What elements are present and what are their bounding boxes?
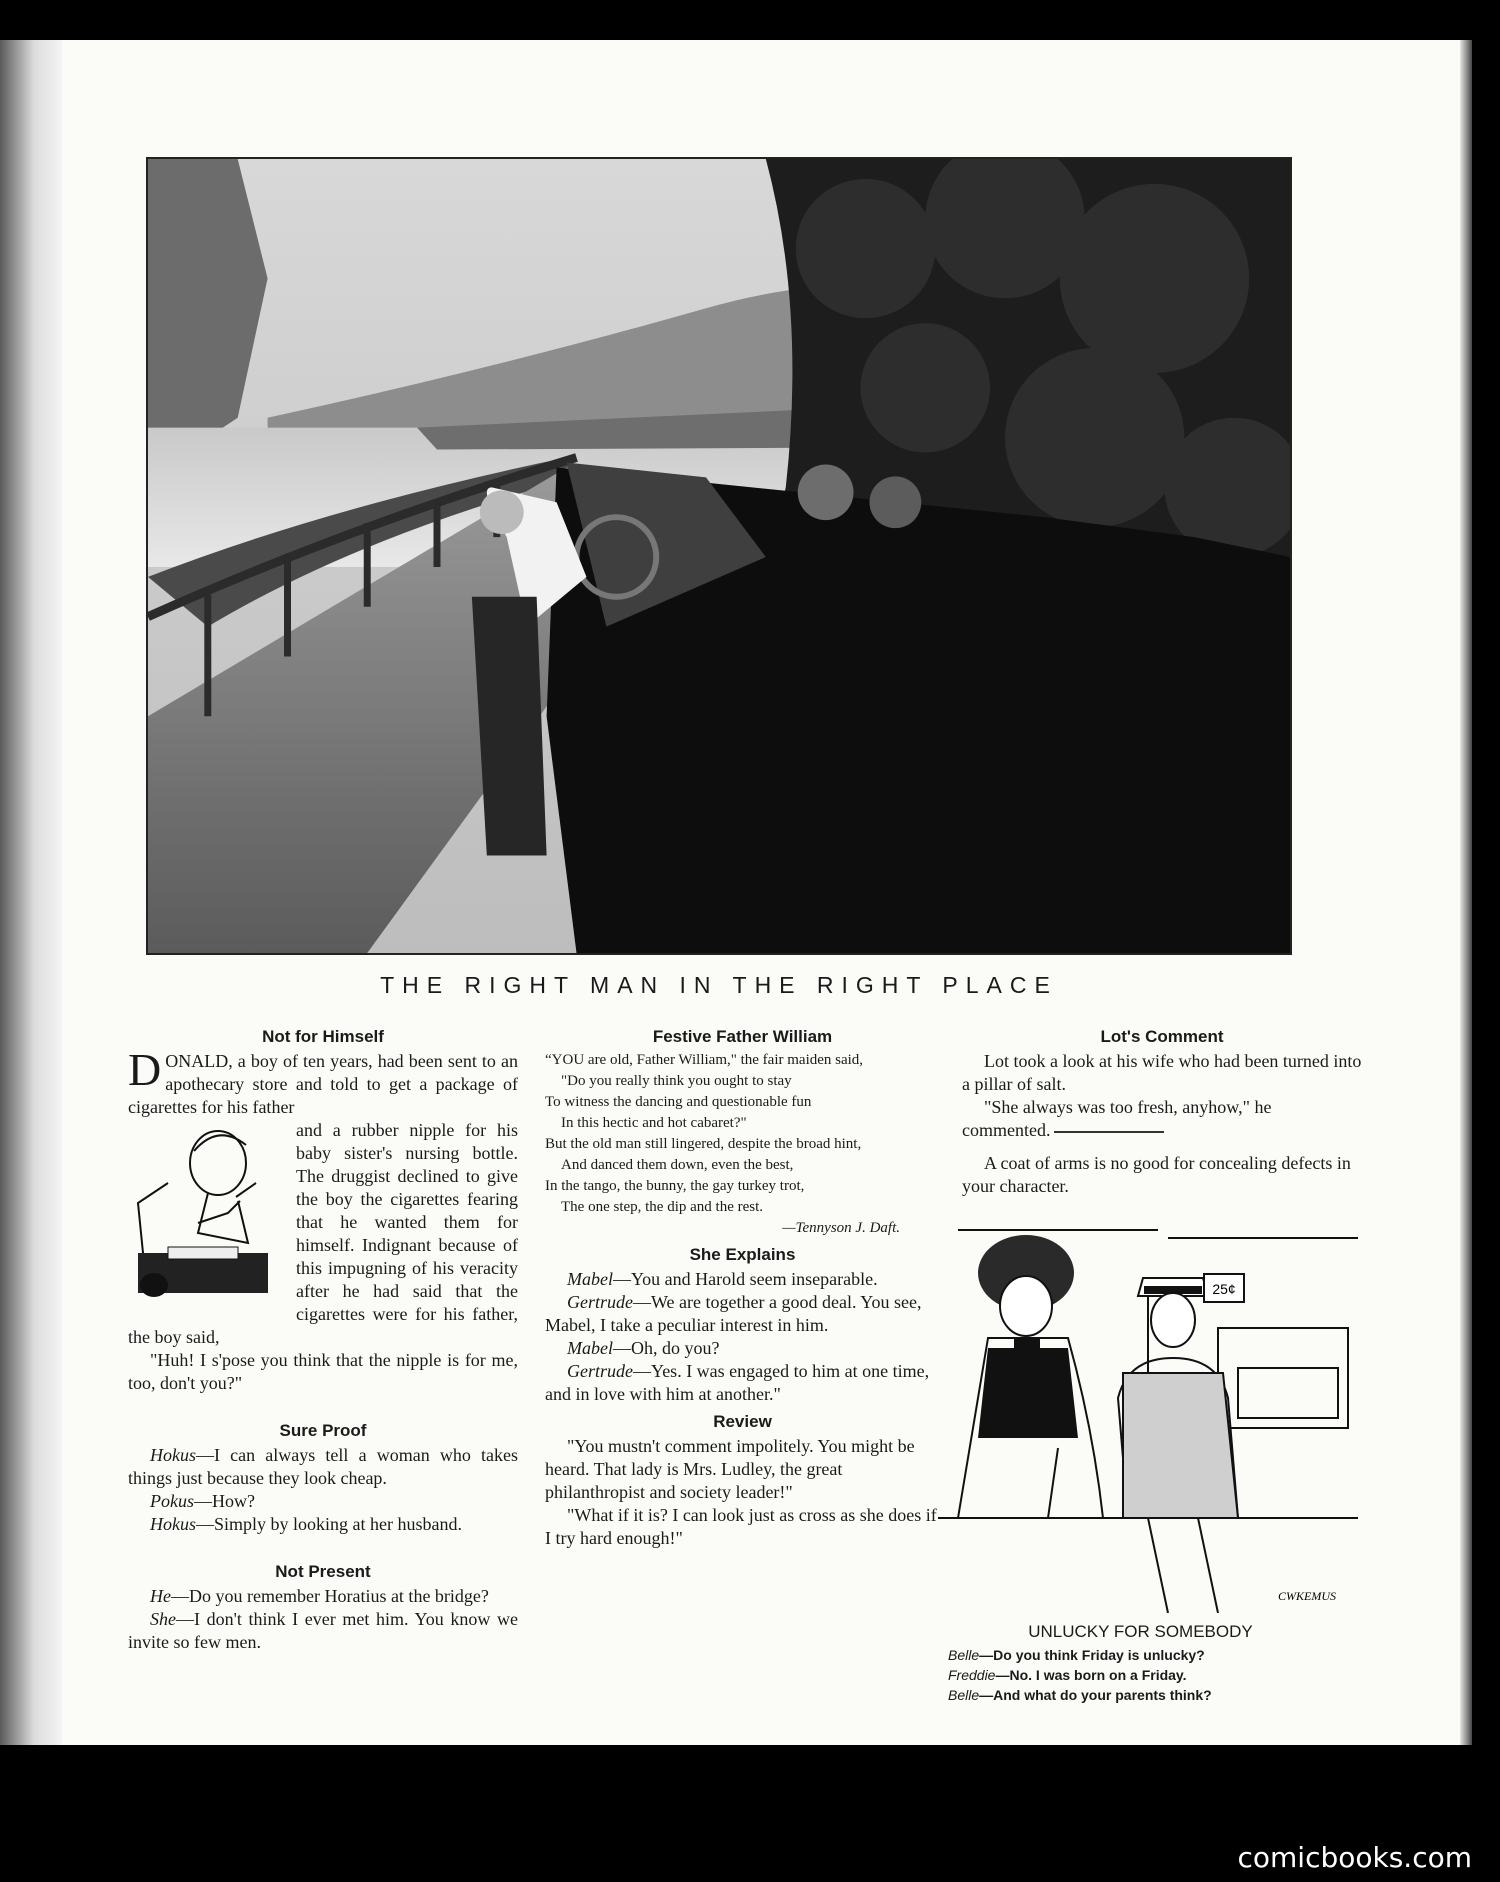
boy-sketch-illustration — [128, 1123, 286, 1305]
speaker: Hokus — [150, 1445, 196, 1465]
drop-cap: D — [128, 1044, 162, 1095]
cartoon-title: UNLUCKY FOR SOMEBODY — [1028, 1622, 1253, 1641]
section-divider — [1054, 1131, 1164, 1133]
dialogue-line — [948, 1645, 1358, 1665]
heading-not-present: Not Present — [275, 1562, 371, 1581]
dialogue-line — [128, 1513, 518, 1536]
speaker: Pokus — [150, 1491, 194, 1511]
review-paragraph: "You mustn't comment impolitely. You might be heard. That lady is Mrs. Ludley, the great philanthropist and society leader!" — [545, 1436, 915, 1502]
dialogue-line — [545, 1291, 940, 1337]
line-text: —How? — [194, 1491, 255, 1511]
column-1 — [128, 1025, 518, 1654]
heading-lots-comment: Lot's Comment — [1100, 1027, 1224, 1046]
dialogue-line — [545, 1268, 940, 1291]
site-watermark: comicbooks.com — [1237, 1841, 1472, 1874]
artist-signature: CWKEMUS — [1278, 1589, 1336, 1603]
heading-not-for-himself: Not for Himself — [262, 1027, 384, 1046]
line-text: —Simply by looking at her husband. — [196, 1514, 462, 1534]
line-text: —You and Harold seem inseparable. — [612, 1269, 878, 1289]
line-text: —Yes. I was engaged to him at one time, and in love with him at another." — [545, 1361, 930, 1404]
story-lead: ONALD, a boy of ten years, had been sent to an apothecary store and told to get a package of cigarettes for his father — [128, 1051, 518, 1117]
line-text: —Oh, do you? — [612, 1338, 720, 1358]
speaker: He — [150, 1586, 171, 1606]
dialogue-line — [948, 1665, 1358, 1685]
poem-line: The one step, the dip and the rest. — [561, 1199, 764, 1215]
dialogue-line — [545, 1337, 940, 1360]
cartoon-dialogue — [948, 1645, 1358, 1705]
column-3 — [962, 1025, 1362, 1198]
dialogue-line — [128, 1585, 518, 1608]
line-text: —And what do your parents think? — [979, 1687, 1212, 1703]
speaker: Gertrude — [567, 1361, 633, 1381]
poem-line: "Do you really think you ought to stay — [561, 1073, 792, 1089]
speaker: Belle — [948, 1647, 980, 1663]
road-illustration — [146, 157, 1292, 955]
lot-paragraph — [962, 1096, 1362, 1142]
line-text: —Do you remember Horatius at the bridge? — [171, 1586, 489, 1606]
speaker: Hokus — [150, 1514, 196, 1534]
illustration-caption: THE RIGHT MAN IN THE RIGHT PLACE — [380, 972, 1058, 998]
poem-line: But the old man still lingered, despite the broad hint, — [545, 1136, 862, 1152]
poem-attribution: —Tennyson J. Daft. — [782, 1220, 900, 1236]
poem-line: In this hectic and hot cabaret?" — [561, 1115, 747, 1131]
line-text: —No. I was born on a Friday. — [995, 1667, 1187, 1683]
speaker: She — [150, 1609, 176, 1629]
speaker: Mabel — [567, 1338, 613, 1358]
heading-sure-proof: Sure Proof — [279, 1421, 367, 1440]
dialogue-line — [128, 1490, 518, 1513]
heading-festive-father-william: Festive Father William — [652, 1027, 833, 1046]
line-text: —I can always tell a woman who takes things just because they look cheap. — [128, 1445, 518, 1488]
story-paragraph — [128, 1044, 518, 1119]
speaker: Gertrude — [567, 1292, 633, 1312]
column-2 — [545, 1025, 940, 1550]
price-sign: 25¢ — [1212, 1281, 1236, 1297]
story-quote: "Huh! I s'pose you think that the nipple is for me, too, don't you?" — [128, 1350, 518, 1393]
poem-line: And danced them down, even the best, — [561, 1157, 794, 1173]
line-text: —I don't think I ever met him. You know we invite so few men. — [128, 1609, 518, 1652]
lot-quote: "She always was too fresh, anyhow," he commented. — [962, 1097, 1272, 1140]
dialogue-line — [948, 1685, 1358, 1705]
story-rest: and a rubber nipple for his baby sister's nursing bottle. The druggist declined to give the boy the cigarettes fearing that he wanted them for himself. Indignant because of this impugning of his veracity after he had said that the cigarettes were for his father, the boy said, — [128, 1120, 518, 1347]
poem — [545, 1050, 940, 1239]
lot-paragraph: Lot took a look at his wife who had been turned into a pillar of salt. — [962, 1051, 1362, 1094]
line-text: —Do you think Friday is unlucky? — [979, 1647, 1205, 1663]
line-text: —We are together a good deal. You see, Mabel, I take a peculiar interest in him. — [545, 1292, 922, 1335]
speaker: Belle — [948, 1687, 980, 1703]
page-edge — [1460, 40, 1472, 1745]
unlucky-cartoon — [918, 1218, 1363, 1613]
dialogue-line — [545, 1360, 940, 1406]
poem-line: “YOU are old, Father William," the fair maiden said, — [545, 1052, 864, 1068]
book-spine — [0, 40, 62, 1745]
dialogue-line — [128, 1444, 518, 1490]
heading-she-explains: She Explains — [689, 1245, 796, 1264]
heading-review: Review — [713, 1412, 772, 1431]
poem-line: In the tango, the bunny, the gay turkey trot, — [545, 1178, 805, 1194]
dialogue-line — [128, 1608, 518, 1654]
speaker: Mabel — [567, 1269, 613, 1289]
review-paragraph: "What if it is? I can look just as cross as she does if I try hard enough!" — [545, 1505, 937, 1548]
coat-of-arms-paragraph: A coat of arms is no good for concealing defects in your character. — [962, 1153, 1351, 1196]
poem-line: To witness the dancing and questionable fun — [545, 1094, 812, 1110]
speaker: Freddie — [948, 1667, 996, 1683]
